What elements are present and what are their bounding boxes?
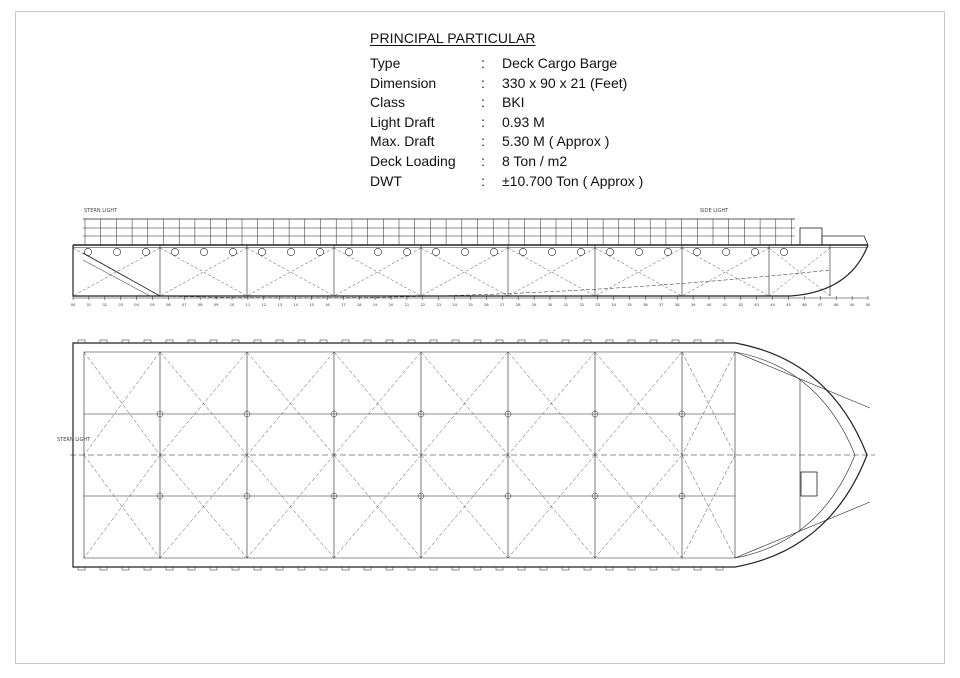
fender-tyre xyxy=(229,248,236,255)
frame-number-label: 18 xyxy=(356,303,362,307)
frame-number-label: 27 xyxy=(500,303,505,307)
frame-number-label: 17 xyxy=(341,303,346,307)
bow-brace-2 xyxy=(735,502,870,558)
side-truss-bays xyxy=(73,245,830,296)
bow-brace-1 xyxy=(735,352,870,408)
frame-number-label: 43 xyxy=(754,303,759,307)
particular-colon: : xyxy=(481,133,485,150)
fender-tyre xyxy=(490,248,497,255)
frame-number-label: 36 xyxy=(643,303,648,307)
fender-tyre xyxy=(374,248,381,255)
particular-value: 330 x 90 x 21 (Feet) xyxy=(502,74,628,91)
frame-number-label: 33 xyxy=(595,303,600,307)
frame-number-label: 29 xyxy=(531,303,537,307)
frame-number-label: 45 xyxy=(786,303,791,307)
fender-tyre xyxy=(171,248,178,255)
frame-number-label: 06 xyxy=(166,303,171,307)
principal-particular-title: PRINCIPAL PARTICULAR xyxy=(370,30,536,46)
frame-number-label: 16 xyxy=(325,303,330,307)
deck-plan-view xyxy=(57,340,875,570)
frame-number-label: 10 xyxy=(229,303,235,307)
frame-number-label: 14 xyxy=(293,303,298,307)
particular-colon: : xyxy=(481,152,485,169)
particular-label: Deck Loading xyxy=(370,152,456,169)
frame-number-label: 37 xyxy=(659,303,664,307)
side-elevation-view xyxy=(71,208,871,307)
fender-tyre xyxy=(432,248,439,255)
stern-light-label-side: STERN LIGHT xyxy=(84,208,118,214)
particular-colon: : xyxy=(481,55,485,71)
frame-number-label: 50 xyxy=(865,303,871,307)
frame-number-label: 08 xyxy=(197,303,203,307)
stern-light-label-plan: STERN LIGHT xyxy=(57,437,91,443)
fender-tyre xyxy=(316,248,323,255)
frame-number-scale xyxy=(71,296,871,307)
frame-number-label: 23 xyxy=(436,303,441,307)
particular-value: 5.30 M ( Approx ) xyxy=(502,133,610,150)
particular-value: Deck Cargo Barge xyxy=(502,55,618,71)
frame-number-label: 13 xyxy=(277,303,282,307)
frame-number-label: 38 xyxy=(674,303,680,307)
frame-number-label: 04 xyxy=(134,303,139,307)
frame-number-label: 41 xyxy=(722,303,728,307)
fender-tyre xyxy=(519,248,526,255)
particular-value: 0.93 M xyxy=(502,113,545,130)
fender-tyre xyxy=(403,248,410,255)
particular-colon: : xyxy=(481,113,485,130)
frame-number-label: 09 xyxy=(213,303,219,307)
frame-number-label: 20 xyxy=(388,303,394,307)
particular-colon: : xyxy=(481,74,485,91)
fender-tyre xyxy=(577,248,584,255)
fender-tyre xyxy=(722,248,729,255)
fender-tyre xyxy=(606,248,613,255)
frame-number-label: 01 xyxy=(86,303,92,307)
fender-tyre xyxy=(84,248,91,255)
fender-tyre xyxy=(635,248,642,255)
particular-value: 8 Ton / m2 xyxy=(502,152,568,169)
frame-number-label: 44 xyxy=(770,303,775,307)
hull-outline xyxy=(73,245,868,296)
frame-number-label: 39 xyxy=(690,303,696,307)
frame-number-label: 12 xyxy=(261,303,267,307)
fender-tyre xyxy=(345,248,352,255)
bow-winch xyxy=(801,472,817,496)
frame-number-label: 25 xyxy=(468,303,473,307)
particular-value: ±10.700 Ton ( Approx ) xyxy=(502,172,644,189)
frame-number-label: 34 xyxy=(611,303,616,307)
fender-tyre xyxy=(693,248,700,255)
frame-number-label: 46 xyxy=(802,303,807,307)
stern-rake-line-2 xyxy=(83,260,150,296)
fender-tyre xyxy=(200,248,207,255)
fender-tyre xyxy=(287,248,294,255)
frame-number-label: 47 xyxy=(818,303,823,307)
frame-number-label: 48 xyxy=(833,303,839,307)
frame-number-label: 02 xyxy=(102,303,108,307)
fender-tyre xyxy=(258,248,265,255)
particular-label: Light Draft xyxy=(370,113,435,130)
frame-number-label: 11 xyxy=(245,303,251,307)
frame-number-label: 21 xyxy=(404,303,410,307)
particular-label: Max. Draft xyxy=(370,133,435,150)
frame-number-label: 32 xyxy=(579,303,585,307)
frame-number-label: 24 xyxy=(452,303,457,307)
frame-number-label: 05 xyxy=(150,303,155,307)
particular-colon: : xyxy=(481,172,485,189)
frame-number-label: 07 xyxy=(182,303,187,307)
frame-number-label: 03 xyxy=(118,303,123,307)
particular-value: BKI xyxy=(502,94,525,111)
frame-number-label: 15 xyxy=(309,303,314,307)
frame-number-label: 49 xyxy=(849,303,855,307)
fender-tyre xyxy=(461,248,468,255)
frame-number-label: 40 xyxy=(706,303,712,307)
frame-number-label: 00 xyxy=(70,303,76,307)
particular-label: DWT xyxy=(370,172,402,189)
frame-number-label: 31 xyxy=(563,303,569,307)
fender-tyre xyxy=(780,248,787,255)
side-light-label: SIDE LIGHT xyxy=(700,208,729,214)
fender-tyre xyxy=(548,248,555,255)
fender-tyre xyxy=(113,248,120,255)
frame-number-label: 28 xyxy=(515,303,521,307)
particular-label: Type xyxy=(370,55,401,71)
frame-number-label: 42 xyxy=(738,303,744,307)
cargo-fence-posts xyxy=(85,219,792,245)
particular-label: Class xyxy=(370,94,406,111)
particular-label: Dimension xyxy=(370,74,437,91)
frame-number-label: 35 xyxy=(627,303,632,307)
frame-number-label: 19 xyxy=(372,303,378,307)
frame-number-label: 26 xyxy=(484,303,489,307)
fender-tyre xyxy=(142,248,149,255)
frame-number-label: 22 xyxy=(420,303,426,307)
fender-tyre xyxy=(751,248,758,255)
waterline-dashed xyxy=(160,270,830,298)
frame-number-label: 30 xyxy=(547,303,553,307)
bow-ramp xyxy=(822,236,868,245)
bow-deckhouse xyxy=(800,228,822,245)
fender-tyre xyxy=(664,248,671,255)
particular-colon: : xyxy=(481,94,485,111)
